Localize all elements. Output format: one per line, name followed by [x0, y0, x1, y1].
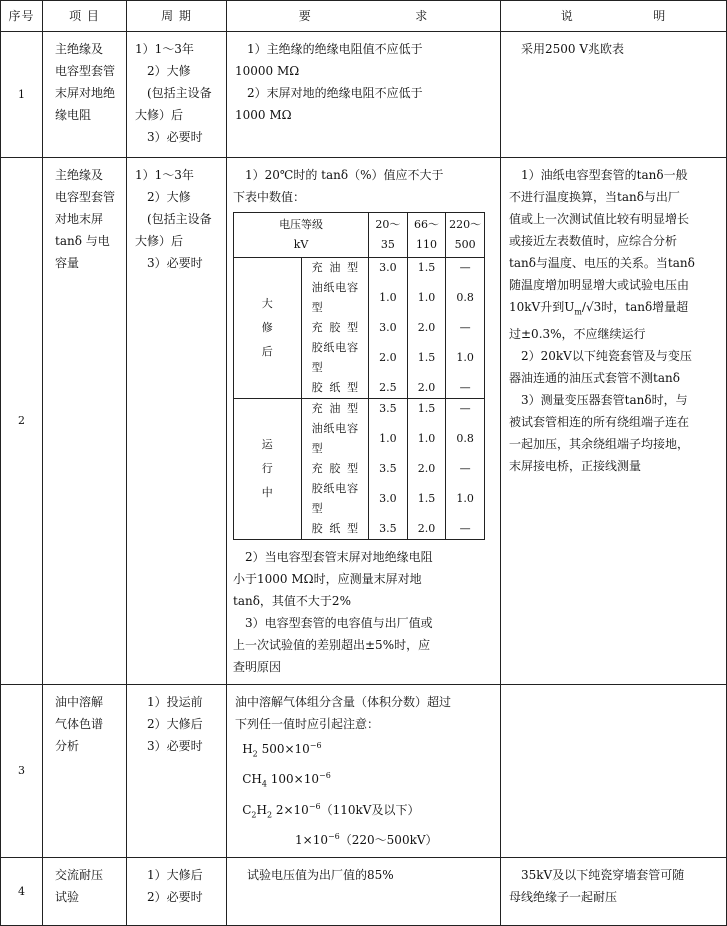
tan-delta-value: 1.5: [407, 258, 446, 279]
tan-delta-value: 3.5: [369, 399, 408, 420]
text-line: 母线绝缘子一起耐压: [509, 890, 618, 905]
text-line: 气体色谱: [55, 717, 104, 731]
tan-delta-value: 3.5: [369, 519, 408, 540]
requirement-cell: [227, 685, 501, 858]
text-line: 一起加压，其余绕组端子均接地，: [509, 437, 690, 452]
tan-delta-value: 0.8: [446, 278, 485, 318]
tan-delta-value: —: [446, 519, 485, 540]
text-line: 下列任一值时应引起注意：: [235, 717, 380, 731]
note-cell: [501, 158, 727, 685]
text-line: 2）末屏对地的绝缘电阻不应低于: [247, 86, 423, 100]
tan-delta-value: —: [446, 318, 485, 338]
row-number: 2: [1, 158, 43, 685]
period-cell: [127, 32, 227, 158]
requirement-cell: [227, 858, 501, 926]
text-line: 上一次试验值的差别超出±5%时，应: [233, 638, 431, 652]
text-line: 末屏对地绝: [55, 86, 116, 100]
text-line: 随温度增加明显增大或试验电压由: [509, 278, 690, 292]
text-line: 3）测量变压器套管tanδ时，与: [521, 393, 688, 408]
text-line: 末屏接电桥，正接线测量: [509, 459, 642, 474]
header-period: 周 期: [127, 1, 227, 32]
header-item: 项 目: [43, 1, 127, 32]
text-line: 或接近左表数值时，应综合分析: [509, 234, 678, 248]
tan-delta-value: 1.0: [369, 278, 408, 318]
item-cell: [43, 858, 127, 926]
text-line: 2）当电容型套管末屏对地绝缘电阻: [245, 550, 433, 564]
note-cell: [501, 32, 727, 158]
tan-delta-value: 1.0: [446, 338, 485, 378]
bushing-type: 充油型: [301, 258, 369, 279]
tan-delta-value: 1.0: [369, 419, 408, 459]
text-line: 试验: [55, 890, 80, 905]
text-line: 采用2500 V兆欧表: [521, 42, 625, 56]
bushing-type: 油纸电容型: [301, 278, 369, 318]
text-line: 大修）后: [135, 108, 184, 122]
text-line: 3）电容型套管的电容值与出厂值或: [245, 616, 433, 630]
voltage-class-header: 电压等级 kV: [234, 213, 369, 258]
text-line: 主绝缘及: [55, 42, 104, 56]
text-line: 分析: [55, 739, 80, 753]
bushing-type: 胶纸电容型: [301, 479, 369, 519]
text-line: 电容型套管: [55, 190, 116, 204]
item-cell: [43, 32, 127, 158]
tan-delta-value: 2.0: [407, 318, 446, 338]
text-line: 35kV及以下纯瓷穿墙套管可随: [521, 868, 685, 883]
text-line: 2）大修后: [147, 717, 203, 731]
row-number: 3: [1, 685, 43, 858]
text-line: 10kV升到$U_m/√3$时，tanδ增量超: [509, 300, 689, 317]
text-line: 2）必要时: [147, 890, 203, 905]
text-line: 2）大修: [147, 64, 191, 78]
text-line: 查明原因: [233, 660, 282, 674]
tan-delta-value: 3.5: [369, 459, 408, 479]
text-line: 器油连通的油压式套管不测tanδ: [509, 371, 680, 386]
text-line: 主绝缘及: [55, 168, 104, 182]
period-cell: [127, 158, 227, 685]
period-cell: [127, 685, 227, 858]
bushing-type: 胶纸型: [301, 519, 369, 540]
text-line: 小于1000 MΩ时，应测量末屏对地: [233, 572, 422, 586]
text-line: 容量: [55, 256, 80, 270]
period-cell: [127, 858, 227, 926]
header-note: 说 明: [501, 1, 727, 32]
tan-delta-value: —: [446, 378, 485, 399]
text-line: tanδ，其值不大于2%: [233, 594, 351, 608]
note-cell: [501, 685, 727, 858]
text-line: 1）油纸电容型套管的tanδ一般: [521, 168, 688, 182]
tan-delta-value: 2.5: [369, 378, 408, 399]
tan-delta-value: 1.5: [407, 338, 446, 378]
text-line: 1）主绝缘的绝缘电阻值不应低于: [247, 42, 423, 56]
text-line: 下表中数值：: [233, 190, 306, 204]
text-line: tanδ 与电: [55, 234, 110, 248]
text-line: 被试套管相连的所有绕组端子连在: [509, 415, 690, 430]
text-line: 油中溶解气体组分含量（体积分数）超过: [235, 695, 452, 709]
tan-delta-value: 2.0: [407, 459, 446, 479]
text-line: 1）大修后: [147, 868, 203, 883]
text-line: 2）大修: [147, 190, 191, 204]
tan-delta-value: —: [446, 258, 485, 279]
tan-delta-value: 2.0: [369, 338, 408, 378]
text-line: 油中溶解: [55, 695, 104, 709]
gas-limit-line: $C_2H_2$ $2\times 10^{-6}(110kV$及以下）: [242, 801, 420, 820]
row-number: 1: [1, 32, 43, 158]
text-line: 10000 MΩ: [235, 64, 300, 78]
tan-delta-value: 1.0: [407, 278, 446, 318]
text-line: 3）必要时: [147, 130, 203, 144]
text-line: 过±0.3%，不应继续运行: [509, 327, 646, 342]
text-line: (包括主设备: [147, 86, 212, 100]
header-requirement: 要 求: [227, 1, 501, 32]
bushing-type: 充胶型: [301, 459, 369, 479]
tan-delta-value: 2.0: [407, 519, 446, 540]
table-header-row: [1, 1, 727, 32]
tan-delta-value: 1.5: [407, 479, 446, 519]
text-line: 值或上一次测试值比较有明显增长: [509, 212, 690, 226]
text-line: 2）20kV以下纯瓷套管及与变压: [521, 349, 692, 364]
tan-delta-value: 0.8: [446, 419, 485, 459]
bushing-type: 充胶型: [301, 318, 369, 338]
text-line: 1）投运前: [147, 695, 203, 709]
voltage-col-header: 220～ 500: [446, 213, 485, 258]
text-line: 3）必要时: [147, 256, 203, 270]
bushing-type: 充油型: [301, 399, 369, 420]
bushing-type: 胶纸电容型: [301, 338, 369, 378]
text-line: 大修）后: [135, 234, 184, 248]
tan-delta-table: [233, 212, 485, 540]
text-line: 1）1～3年: [135, 168, 194, 182]
group-label: 大 修 后: [234, 258, 302, 399]
text-line: 1000 MΩ: [235, 108, 292, 122]
tan-delta-value: —: [446, 459, 485, 479]
tan-delta-value: —: [446, 399, 485, 420]
text-line: 缘电阻: [55, 108, 92, 122]
tan-delta-value: 2.0: [407, 378, 446, 399]
tan-delta-value: 3.0: [369, 258, 408, 279]
text-line: (包括主设备: [147, 212, 212, 226]
bushing-type: 胶纸型: [301, 378, 369, 399]
requirement-cell: [227, 158, 501, 685]
table-row: [1, 858, 727, 926]
table-row: [1, 685, 727, 858]
text-line: tanδ与温度、电压的关系。当tanδ: [509, 256, 695, 270]
text-line: 不进行温度换算，当tanδ与出厂: [509, 190, 680, 204]
tan-delta-value: 1.0: [446, 479, 485, 519]
text-line: 试验电压值为出厂值的85%: [247, 868, 394, 883]
text-line: 对地末屏: [55, 212, 104, 226]
row-number: 4: [1, 858, 43, 926]
tan-delta-header-row: [234, 213, 485, 258]
tan-delta-value: 1.0: [407, 419, 446, 459]
gas-limit-list: [235, 735, 492, 851]
voltage-col-header: 20～ 35: [369, 213, 408, 258]
item-cell: [43, 158, 127, 685]
text-line: 1）20℃时的 tanδ（%）值应不大于: [245, 168, 444, 182]
text-line: 电容型套管: [55, 64, 116, 78]
table-row: [1, 158, 727, 685]
requirement-cell: [227, 32, 501, 158]
tan-delta-row: [234, 258, 485, 279]
text-line: 3）必要时: [147, 739, 203, 753]
item-cell: [43, 685, 127, 858]
bushing-type: 油纸电容型: [301, 419, 369, 459]
gas-limit-line: $CH_4$ $100\times 10^{-6}$: [242, 771, 331, 789]
tan-delta-value: 3.0: [369, 479, 408, 519]
note-cell: [501, 858, 727, 926]
voltage-col-header: 66～ 110: [407, 213, 446, 258]
tan-delta-row: [234, 399, 485, 420]
text-line: 交流耐压: [55, 868, 104, 883]
table-row: [1, 32, 727, 158]
text-line: 1）1～3年: [135, 42, 194, 56]
header-seq: 序号: [1, 1, 43, 32]
gas-limit-line: $1\times 10^{-6}(220\sim 500kV)$: [295, 832, 438, 848]
tan-delta-value: 1.5: [407, 399, 446, 420]
group-label: 运 行 中: [234, 399, 302, 540]
tan-delta-value: 3.0: [369, 318, 408, 338]
gas-limit-line: $H_2$ $500\times 10^{-6}$: [242, 741, 322, 759]
